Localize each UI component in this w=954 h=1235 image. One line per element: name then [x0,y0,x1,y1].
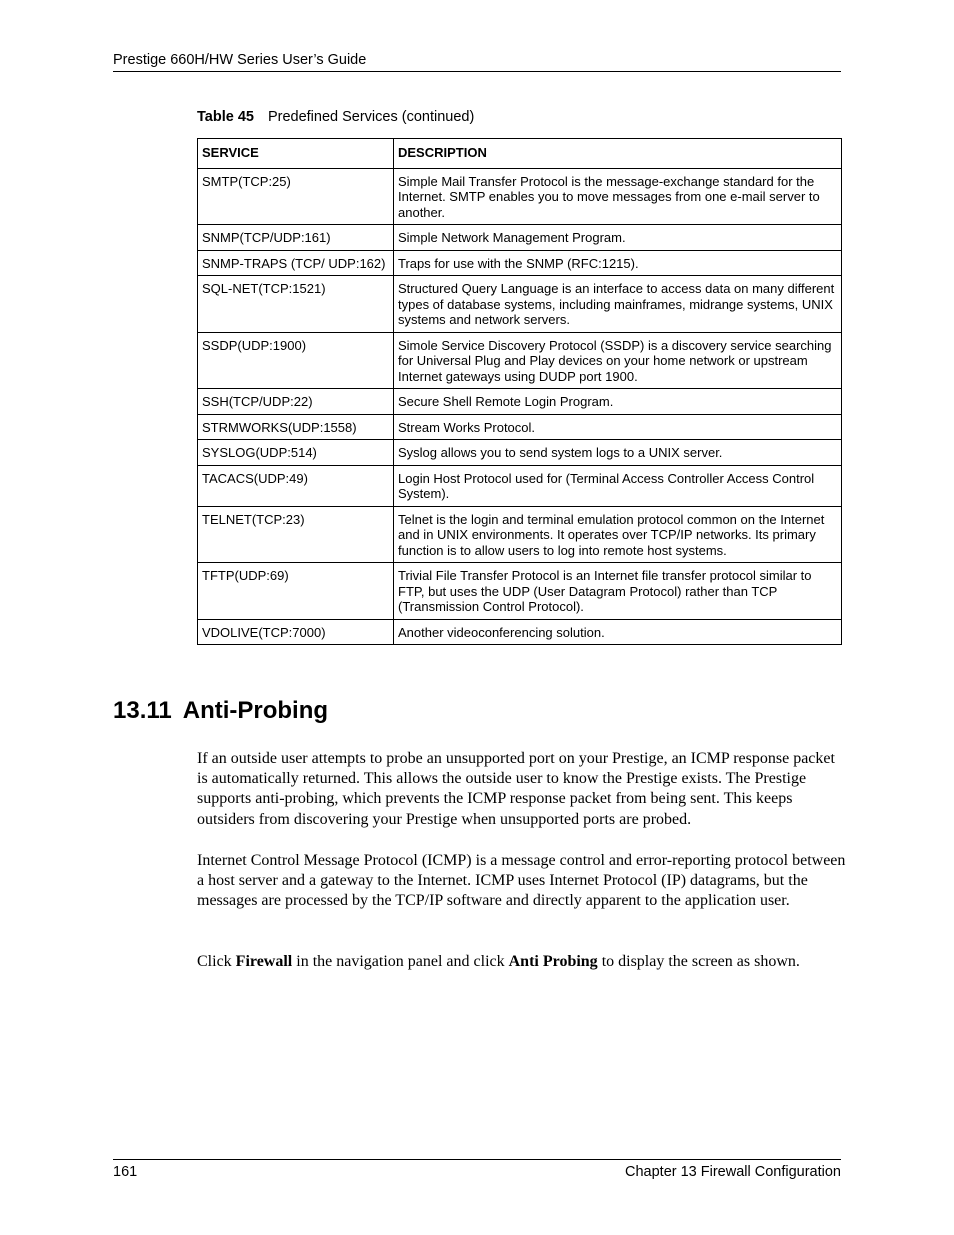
service-cell: SNMP-TRAPS (TCP/ UDP:162) [198,250,394,276]
instruction-text-1: Click [197,953,236,970]
description-cell: Secure Shell Remote Login Program. [394,389,842,415]
instruction-firewall: Firewall [235,953,293,970]
section-heading [113,696,328,726]
table-row [198,332,842,389]
description-cell: Simple Mail Transfer Protocol is the message-exchange standard for the Internet. SMTP enables you to move messages from one e-mail server to another. [394,168,842,225]
service-cell: SMTP(TCP:25) [198,168,394,225]
service-cell: TACACS(UDP:49) [198,465,394,506]
description-cell: Another videoconferencing solution. [394,619,842,645]
table-row [198,225,842,251]
description-cell: Telnet is the login and terminal emulation protocol common on the Internet and in UNIX environments. It operates over TCP/IP networks. Its primary function is to allow users to log into remote host systems. [394,506,842,563]
table-caption-text: Predefined Services (continued) [267,109,475,125]
table-row [198,389,842,415]
service-cell: TELNET(TCP:23) [198,506,394,563]
table-row [198,563,842,620]
table-row [198,465,842,506]
column-header-description: DESCRIPTION [394,139,842,169]
description-cell: Stream Works Protocol. [394,414,842,440]
table-row [198,414,842,440]
service-cell: SSH(TCP/UDP:22) [198,389,394,415]
table-caption-label: Table 45 [197,109,254,125]
service-cell: SSDP(UDP:1900) [198,332,394,389]
service-cell: VDOLIVE(TCP:7000) [198,619,394,645]
table-row [198,250,842,276]
description-cell: Trivial File Transfer Protocol is an Internet file transfer protocol similar to FTP, but uses the UDP (User Datagram Protocol) rather than TCP (Transmission Control Protocol). [394,563,842,620]
header-title: Prestige 660H/HW Series User’s Guide [113,52,367,68]
service-cell: TFTP(UDP:69) [198,563,394,620]
description-cell: Syslog allows you to send system logs to a UNIX server. [394,440,842,466]
table-row [198,168,842,225]
instruction-text-2: in the navigation panel and click [292,953,509,970]
table-caption [197,108,474,126]
instruction-anti-probing: Anti Probing [508,953,598,970]
instruction-text-3: to display the screen as shown. [597,953,800,970]
page-number: 161 [113,1164,138,1180]
table-header-row [198,139,842,169]
description-cell: Simole Service Discovery Protocol (SSDP) is a discovery service searching for Universal Plug and Play devices on your home network or upstream Internet gateways using DUDP port 1900. [394,332,842,389]
section-title: Anti-Probing [182,697,329,724]
paragraph-icmp: Internet Control Message Protocol (ICMP) is a message control and error-reporting protocol between a host server and a gateway to the Internet. ICMP uses Internet Protocol (IP) datagrams, but the messages are processed by the TCP/IP software and directly apparent to the application user. [197,852,846,910]
table-row [198,506,842,563]
description-cell: Structured Query Language is an interface to access data on many different types of database systems, including mainframes, midrange systems, UNIX systems and network servers. [394,276,842,333]
service-cell: SYSLOG(UDP:514) [198,440,394,466]
table-row [198,276,842,333]
predefined-services-table [197,138,842,645]
description-cell: Login Host Protocol used for (Terminal Access Controller Access Control System). [394,465,842,506]
column-header-service: SERVICE [198,139,394,169]
table-row [198,440,842,466]
service-cell: STRMWORKS(UDP:1558) [198,414,394,440]
description-cell: Simple Network Management Program. [394,225,842,251]
table-row [198,619,842,645]
description-cell: Traps for use with the SNMP (RFC:1215). [394,250,842,276]
table-body [198,168,842,645]
running-footer [113,1159,841,1180]
paragraph-instructions [197,952,847,972]
footer-chapter: Chapter 13 Firewall Configuration [625,1164,841,1180]
running-header [113,51,841,72]
paragraph-intro: If an outside user attempts to probe an unsupported port on your Prestige, an ICMP response packet is automatically returned. This allows the outside user to know the Prestige exists. The Prestige supports anti-probing, which prevents the ICMP response packet from being sent. This keeps outsiders from discovering your Prestige when unsupported ports are probed. [197,750,835,828]
section-number: 13.11 [113,697,172,724]
service-cell: SNMP(TCP/UDP:161) [198,225,394,251]
service-cell: SQL-NET(TCP:1521) [198,276,394,333]
